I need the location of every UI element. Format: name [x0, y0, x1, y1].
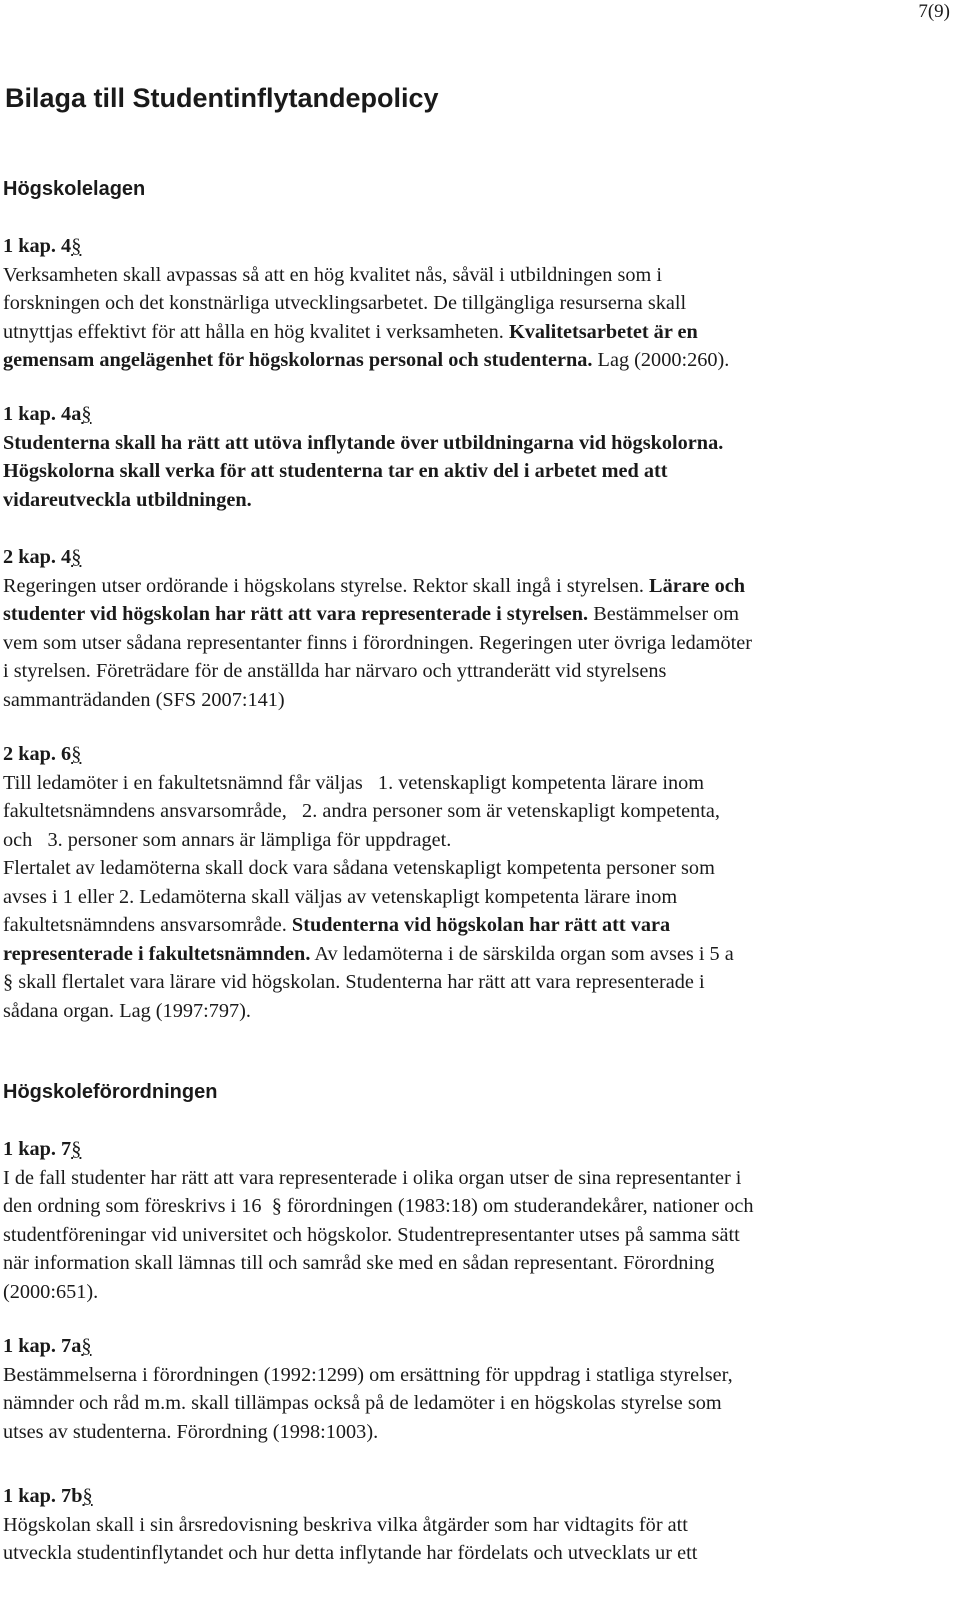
paragraph-heading: 2 kap. 4§	[3, 546, 82, 568]
text-line: fakultetsnämndens ansvarsområde, 2. andra personer som är vetenskapligt kompetenta,	[3, 800, 720, 822]
paragraph-1kap4	[3, 232, 933, 375]
section-heading-hogskolelagen: Högskolelagen	[3, 178, 146, 200]
paragraph-2kap4	[3, 543, 933, 714]
text-line: representerade i fakultetsnämnden. Av ledamöterna i de särskilda organ som avses i 5 a	[3, 942, 734, 965]
text-line: Verksamheten skall avpassas så att en hög kvalitet nås, såväl i utbildningen som i	[3, 263, 663, 286]
paragraph-1kap7b	[3, 1482, 933, 1568]
text-line: avses i 1 eller 2. Ledamöterna skall väljas av vetenskapligt kompetenta lärare inom	[3, 885, 678, 908]
text-line: Studenterna skall ha rätt att utöva inflytande över utbildningarna vid högskolorna.	[3, 431, 724, 454]
text-line: utses av studenterna. Förordning (1998:1003).	[3, 1420, 379, 1443]
text-line: utveckla studentinflytandet och hur detta inflytande har fördelats och utvecklats ur ett	[3, 1542, 698, 1564]
text-line: § skall flertalet vara lärare vid högskolan. Studenterna har rätt att vara representerade i	[3, 971, 705, 993]
text-line: studenter vid högskolan har rätt att vara representerade i styrelsen. Bestämmelser om	[3, 603, 740, 625]
text-line: fakultetsnämndens ansvarsområde. Studenterna vid högskolan har rätt att vara	[3, 914, 671, 936]
text-line: Flertalet av ledamöterna skall dock vara sådana vetenskapligt kompetenta personer som	[3, 857, 715, 879]
paragraph-heading: 1 kap. 7b§	[3, 1485, 93, 1507]
text-line: Högskolan skall i sin årsredovisning beskriva vilka åtgärder som har vidtagits för att	[3, 1513, 688, 1536]
paragraph-1kap7	[3, 1135, 933, 1306]
text-line: gemensam angelägenhet för högskolornas personal och studenterna. Lag (2000:260).	[3, 349, 730, 371]
paragraph-heading: 1 kap. 7a§	[3, 1335, 92, 1357]
text-line: nämnder och råd m.m. skall tillämpas också på de ledamöter i en högskolas styrelse som	[3, 1392, 722, 1414]
text-line: Regeringen utser ordörande i högskolans styrelse. Rektor skall ingå i styrelsen. Lärare och	[3, 574, 745, 597]
text-line: vidareutveckla utbildningen.	[3, 488, 252, 511]
text-line: och 3. personer som annars är lämpliga för uppdraget.	[3, 828, 452, 851]
paragraph-heading: 2 kap. 6§	[3, 743, 82, 765]
text-line: sådana organ. Lag (1997:797).	[3, 999, 251, 1022]
paragraph-1kap4a	[3, 400, 933, 514]
text-line: när information skall lämnas till och samråd ske med en sådan representant. Förordning	[3, 1252, 715, 1274]
text-line: i styrelsen. Företrädare för de anställda har närvaro och yttranderätt vid styrelsens	[3, 660, 667, 682]
text-line: Till ledamöter i en fakultetsnämnd får väljas 1. vetenskapligt kompetenta lärare inom	[3, 771, 705, 794]
section-heading-hogskoleforordningen: Högskoleförordningen	[3, 1081, 218, 1103]
paragraph-2kap6	[3, 740, 933, 1025]
text-line: sammanträdanden (SFS 2007:141)	[3, 688, 285, 711]
paragraph-1kap7a	[3, 1332, 933, 1446]
page-number: 7(9)	[918, 1, 950, 22]
text-line: (2000:651).	[3, 1280, 99, 1303]
paragraph-heading: 1 kap. 7§	[3, 1138, 82, 1160]
paragraph-heading: 1 kap. 4a§	[3, 403, 92, 425]
paragraph-heading: 1 kap. 4§	[3, 235, 82, 257]
text-line: Högskolorna skall verka för att studenterna tar en aktiv del i arbetet med att	[3, 460, 668, 482]
text-line: forskningen och det konstnärliga utvecklingsarbetet. De tillgängliga resurserna skall	[3, 292, 687, 314]
text-line: vem som utser sådana representanter finns i förordningen. Regeringen uter övriga ledamöter	[3, 631, 753, 654]
text-line: utnyttjas effektivt för att hålla en hög kvalitet i verksamheten. Kvalitetsarbetet är en	[3, 320, 698, 343]
page-title: Bilaga till Studentinflytandepolicy	[5, 83, 439, 113]
text-line: Bestämmelserna i förordningen (1992:1299) om ersättning för uppdrag i statliga styrelser,	[3, 1363, 733, 1386]
text-line: studentföreningar vid universitet och högskolor. Studentrepresentanter utses på samma sätt	[3, 1223, 740, 1246]
text-line: I de fall studenter har rätt att vara representerade i olika organ utser de sina representanter i	[3, 1166, 742, 1189]
text-line: den ordning som föreskrivs i 16 § förordningen (1983:18) om studerandekårer, nationer och	[3, 1195, 754, 1217]
